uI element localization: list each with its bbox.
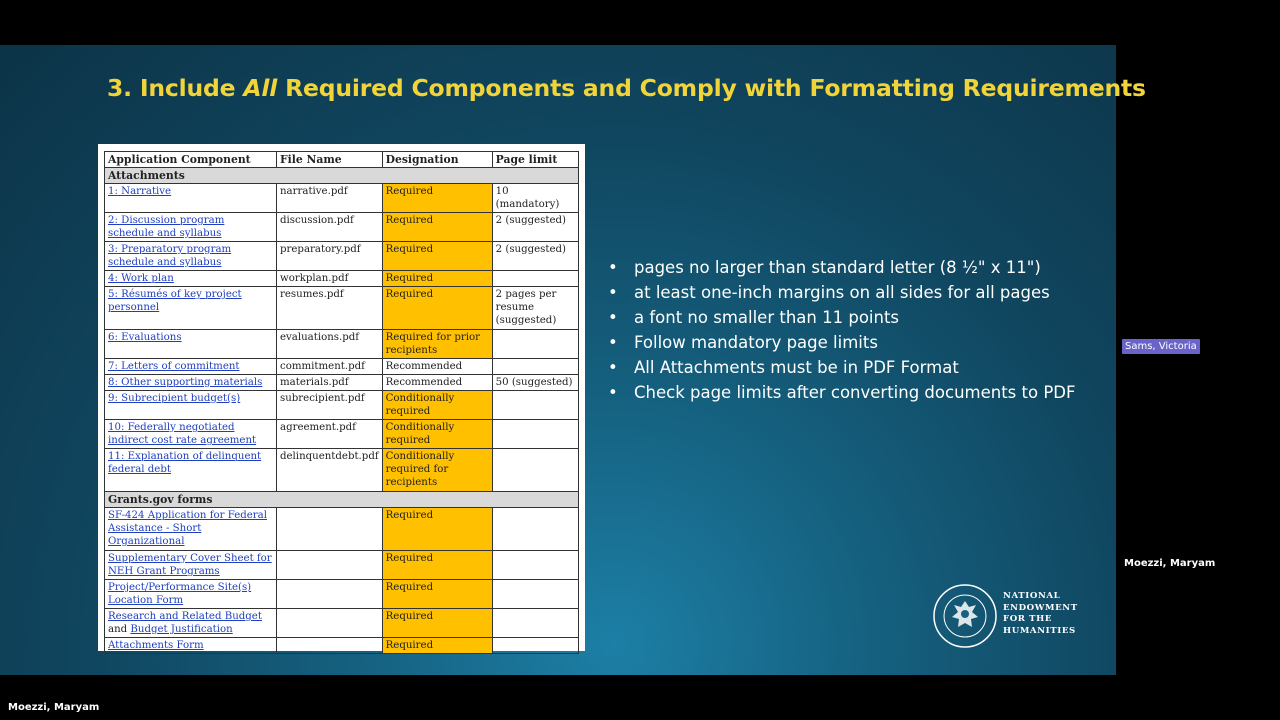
- designation: Required: [382, 184, 492, 213]
- active-speaker-tag[interactable]: Sams, Victoria: [1122, 339, 1200, 354]
- table-header-row: [105, 152, 579, 168]
- designation: Recommended: [382, 375, 492, 391]
- component-link[interactable]: 4: Work plan: [108, 273, 174, 284]
- page-limit: [492, 359, 578, 375]
- component-link[interactable]: 3: Preparatory program schedule and syllabus: [108, 244, 232, 268]
- page-limit: [492, 271, 578, 287]
- list-item: • Follow mandatory page limits: [608, 333, 878, 352]
- file-name: evaluations.pdf: [277, 330, 383, 359]
- page-limit: 2 (suggested): [492, 242, 578, 271]
- section-row-attachments: [105, 168, 579, 184]
- component-link[interactable]: 2: Discussion program schedule and syllabus: [108, 215, 225, 239]
- page-limit: [492, 551, 578, 580]
- designation: Required: [382, 287, 492, 330]
- designation: Required: [382, 609, 492, 638]
- page-limit: [492, 449, 578, 492]
- page-limit: [492, 391, 578, 420]
- component-link[interactable]: Research and Related Budget: [108, 611, 262, 622]
- table-row: [105, 287, 579, 330]
- component-link[interactable]: 5: Résumés of key project personnel: [108, 289, 242, 313]
- title-emphasis: All: [243, 74, 278, 102]
- file-name: narrative.pdf: [277, 184, 383, 213]
- file-name: [277, 551, 383, 580]
- table-row: [105, 638, 579, 654]
- section-attachments-label: Attachments: [105, 168, 579, 184]
- designation: Required: [382, 213, 492, 242]
- file-name: [277, 638, 383, 654]
- table-row: [105, 420, 579, 449]
- table-row: [105, 271, 579, 287]
- participant-name-bottom[interactable]: Moezzi, Maryam: [8, 702, 100, 713]
- presentation-slide: [0, 45, 1146, 675]
- file-name: [277, 508, 383, 551]
- file-name: materials.pdf: [277, 375, 383, 391]
- requirements-bullet-list: [608, 255, 1075, 405]
- list-item: • All Attachments must be in PDF Format: [608, 358, 959, 377]
- table-row: [105, 508, 579, 551]
- page-limit: [492, 609, 578, 638]
- page-limit: [492, 638, 578, 654]
- page-limit: [492, 508, 578, 551]
- table-row: [105, 213, 579, 242]
- table-row: [105, 609, 579, 638]
- header-designation: Designation: [382, 152, 492, 168]
- list-item: • at least one-inch margins on all sides for all pages: [608, 283, 1050, 302]
- file-name: resumes.pdf: [277, 287, 383, 330]
- component-link[interactable]: Budget Justification: [130, 624, 233, 635]
- designation: Conditionally required: [382, 391, 492, 420]
- page-limit: [492, 580, 578, 609]
- designation: Conditionally required for recipients: [382, 449, 492, 492]
- component-link[interactable]: Supplementary Cover Sheet for NEH Grant Programs: [108, 553, 272, 577]
- page-limit: 2 pages per resume (suggested): [492, 287, 578, 330]
- title-suffix: Required Components and Comply with Formatting Requirements: [277, 74, 1146, 102]
- component-link[interactable]: 8: Other supporting materials: [108, 377, 263, 388]
- file-name: workplan.pdf: [277, 271, 383, 287]
- header-file-name: File Name: [277, 152, 383, 168]
- header-page-limit: Page limit: [492, 152, 578, 168]
- page-limit: 50 (suggested): [492, 375, 578, 391]
- components-table: [104, 151, 579, 654]
- components-table-image: [98, 144, 585, 651]
- table-row: [105, 330, 579, 359]
- component-link[interactable]: 7: Letters of commitment: [108, 361, 240, 372]
- list-item: • Check page limits after converting documents to PDF: [608, 383, 1076, 402]
- component-link[interactable]: 11: Explanation of delinquent federal debt: [108, 451, 262, 475]
- section-row-grants: [105, 492, 579, 508]
- designation: Required: [382, 508, 492, 551]
- table-row: [105, 242, 579, 271]
- component-link[interactable]: 9: Subrecipient budget(s): [108, 393, 241, 404]
- table-row: [105, 551, 579, 580]
- file-name: commitment.pdf: [277, 359, 383, 375]
- table-row: [105, 391, 579, 420]
- slide-title: [107, 74, 1146, 102]
- page-limit: [492, 330, 578, 359]
- header-component: Application Component: [105, 152, 277, 168]
- file-name: discussion.pdf: [277, 213, 383, 242]
- list-item: • a font no smaller than 11 points: [608, 308, 900, 327]
- file-name: preparatory.pdf: [277, 242, 383, 271]
- section-grants-label: Grants.gov forms: [105, 492, 579, 508]
- component-link[interactable]: 10: Federally negotiated indirect cost rate agreement: [108, 422, 257, 446]
- table-row: [105, 184, 579, 213]
- table-row: [105, 449, 579, 492]
- list-item: • pages no larger than standard letter (8 ½" x 11"): [608, 258, 1041, 277]
- page-limit: [492, 420, 578, 449]
- component-link[interactable]: Project/Performance Site(s) Location Form: [108, 582, 252, 606]
- designation: Required: [382, 271, 492, 287]
- component-link[interactable]: 6: Evaluations: [108, 332, 182, 343]
- neh-wordmark: NATIONAL ENDOWMENT FOR THE HUMANITIES: [1003, 591, 1078, 636]
- table-row: [105, 375, 579, 391]
- component-link[interactable]: 1: Narrative: [108, 186, 172, 197]
- title-prefix: 3. Include: [107, 74, 244, 102]
- designation: Required for prior recipients: [382, 330, 492, 359]
- file-name: [277, 580, 383, 609]
- designation: Required: [382, 242, 492, 271]
- designation: Conditionally required: [382, 420, 492, 449]
- component-connector: and: [108, 624, 131, 635]
- designation: Required: [382, 638, 492, 654]
- designation: Required: [382, 551, 492, 580]
- file-name: subrecipient.pdf: [277, 391, 383, 420]
- page-limit: 2 (suggested): [492, 213, 578, 242]
- neh-seal-icon: [932, 583, 998, 649]
- table-row: [105, 580, 579, 609]
- file-name: [277, 609, 383, 638]
- participant-name-right[interactable]: Moezzi, Maryam: [1124, 558, 1216, 569]
- component-link[interactable]: Attachments Form: [108, 640, 204, 651]
- designation: Required: [382, 580, 492, 609]
- file-name: delinquentdebt.pdf: [277, 449, 383, 492]
- page-limit: 10 (mandatory): [492, 184, 578, 213]
- file-name: agreement.pdf: [277, 420, 383, 449]
- component-link[interactable]: SF-424 Application for Federal Assistance - Short Organizational: [108, 510, 267, 547]
- table-row: [105, 359, 579, 375]
- designation: Recommended: [382, 359, 492, 375]
